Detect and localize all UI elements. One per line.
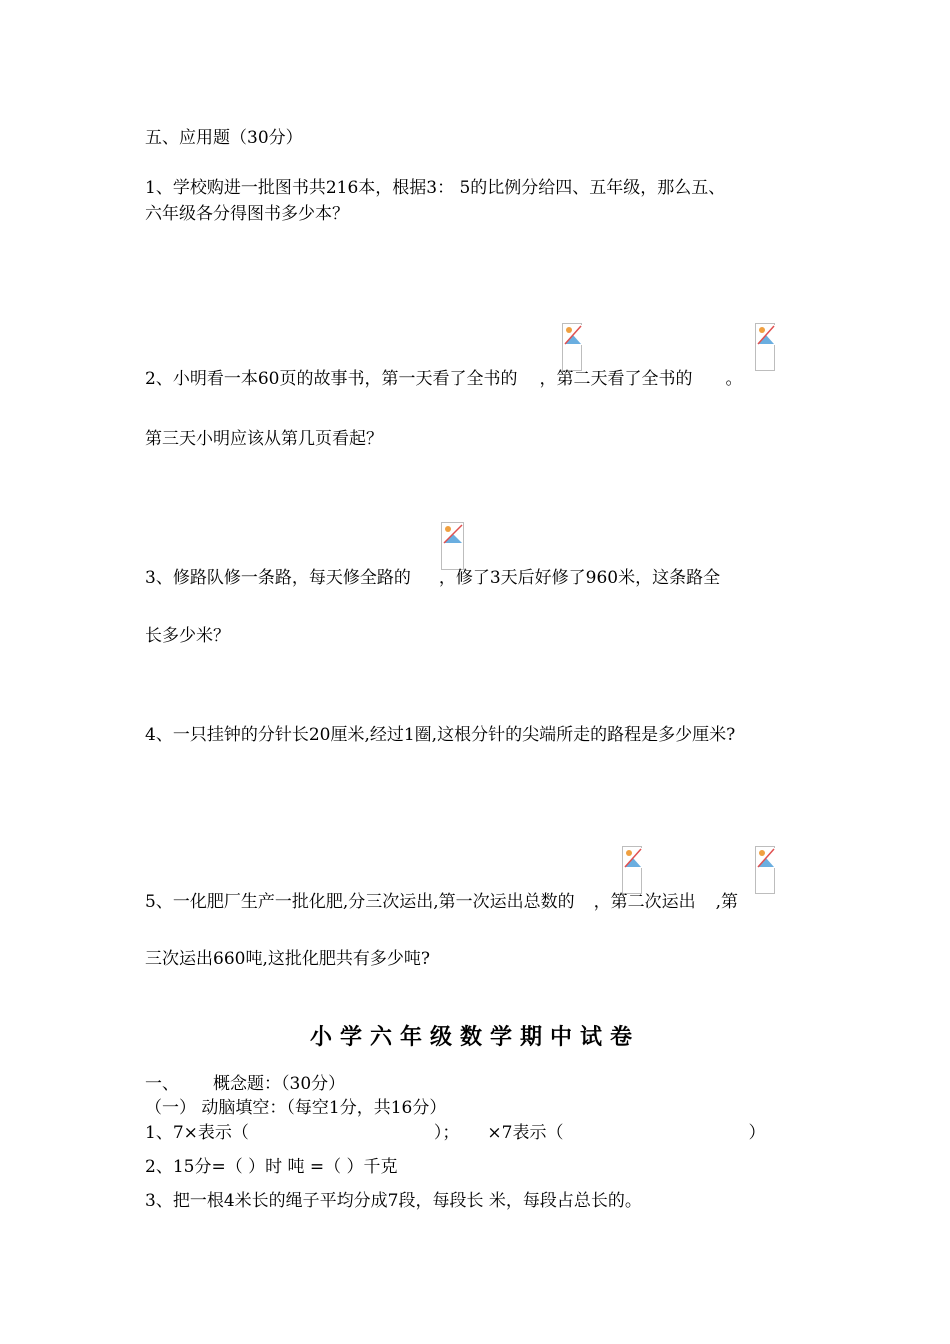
broken-image-icon (442, 523, 464, 545)
subsection-heading: （一） 动脑填空：（每空1分，共16分） (145, 1098, 447, 1118)
question-2-text-c: 。 (725, 369, 743, 389)
broken-image-icon (623, 847, 643, 869)
broken-image-icon (756, 324, 776, 346)
question-3-line-2: 长多少米？ (145, 626, 230, 646)
fill-1-text-d: ） (748, 1123, 766, 1143)
fraction-image-placeholder (441, 522, 464, 570)
exam-title: 小学六年级数学期中试卷 (309, 1025, 640, 1050)
fill-1-text-c: ×7表示（ (487, 1123, 564, 1143)
fill-question-1 (145, 1122, 765, 1144)
question-2-line-2: 第三天小明应该从第几页看起？ (145, 429, 383, 449)
part-1-number: 一、 (145, 1074, 179, 1094)
question-3-text-a: 3、修路队修一条路，每天修全路的 (145, 568, 411, 588)
part-1-label: 概念题：（30分） (213, 1074, 346, 1094)
question-5-line-2: 三次运出660吨,这批化肥共有多少吨? (145, 949, 430, 969)
fill-question-3: 3、把一根4米长的绳子平均分成7段，每段长 米，每段占总长的。 (145, 1191, 642, 1211)
broken-image-icon (756, 847, 776, 869)
question-1-line-1: 1、学校购进一批图书共216本，根据3： 5的比例分给四、五年级，那么五、 (145, 178, 726, 198)
part-1-heading (145, 1073, 345, 1095)
fraction-image-placeholder (755, 846, 775, 894)
question-5-text-c: ,第 (715, 892, 739, 912)
question-3-line-1 (145, 567, 720, 589)
fill-question-2: 2、15分=（ ）时 吨 =（ ）千克 (145, 1157, 398, 1177)
question-4: 4、一只挂钟的分针长20厘米,经过1圈,这根分针的尖端所走的路程是多少厘米? (145, 725, 736, 745)
question-2-text-a: 2、小明看一本60页的故事书，第一天看了全书的 (145, 369, 518, 389)
fill-1-text-a: 1、7×表示（ (145, 1123, 249, 1143)
fraction-image-placeholder (562, 323, 582, 371)
broken-image-icon (563, 324, 583, 346)
question-3-text-b: ，修了3天后好修了960米，这条路全 (438, 568, 721, 588)
question-5-text-b: ，第二次运出 (593, 892, 696, 912)
question-2-line-1 (145, 368, 742, 390)
question-5-text-a: 5、一化肥厂生产一批化肥,分三次运出,第一次运出总数的 (145, 892, 575, 912)
fill-1-text-b: ）； (433, 1123, 460, 1143)
fraction-image-placeholder (622, 846, 642, 894)
fraction-image-placeholder (755, 323, 775, 371)
question-2-text-b: ，第二天看了全书的 (539, 369, 693, 389)
section-heading: 五、应用题（30分） (145, 128, 303, 148)
question-5-line-1 (145, 891, 738, 913)
question-1-line-2: 六年级各分得图书多少本？ (145, 204, 349, 224)
